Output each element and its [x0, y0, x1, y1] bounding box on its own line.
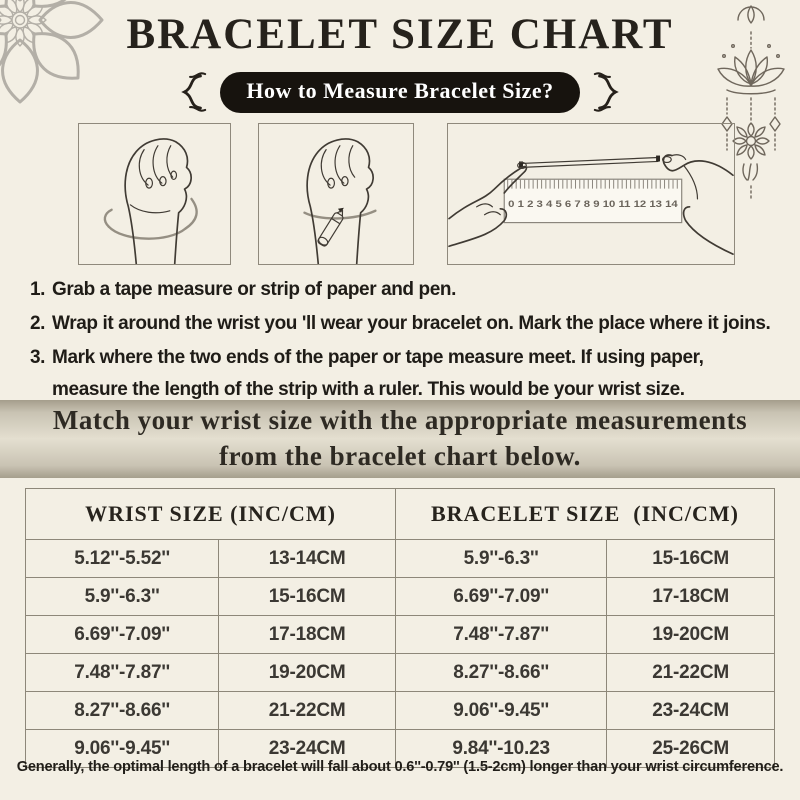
step-1 [30, 274, 772, 306]
bracelet-inches: 8.27''-8.66'' [395, 654, 606, 692]
badge-row [0, 69, 800, 115]
step-3 [30, 342, 772, 406]
step-text: Mark where the two ends of the paper or tape measure meet. If using paper, measure the length of the strip with a ruler. This would be your wrist size. [52, 346, 704, 400]
bracelet-inches: 9.06''-9.45'' [395, 692, 606, 730]
wrist-inches: 7.48''-7.87'' [26, 654, 219, 692]
wrist-inches: 6.69''-7.09'' [26, 616, 219, 654]
ruler-numbers: 0 1 2 3 4 5 6 7 8 9 10 11 12 13 14 [508, 198, 679, 209]
measure-steps [30, 274, 772, 408]
match-size-banner [0, 400, 800, 478]
table-row [26, 654, 775, 692]
wrist-size-header: WRIST SIZE (INC/CM) [26, 489, 396, 540]
step-number: 3. [30, 346, 46, 368]
hands-with-ruler-icon [448, 124, 734, 264]
size-chart-table [25, 488, 775, 768]
bracelet-cm: 17-18CM [607, 578, 775, 616]
wrist-inches: 5.9''-6.3'' [26, 578, 219, 616]
wrist-cm: 13-14CM [219, 540, 396, 578]
table-row [26, 578, 775, 616]
wrist-cm: 23-24CM [219, 730, 396, 768]
bracelet-cm: 19-20CM [607, 616, 775, 654]
illustration-measure-ruler [447, 123, 735, 265]
wrist-inches: 5.12''-5.52'' [26, 540, 219, 578]
step-number: 2. [30, 312, 46, 334]
wrist-inches: 8.27''-8.66'' [26, 692, 219, 730]
bracelet-cm: 25-26CM [607, 730, 775, 768]
bracelet-size-header: BRACELET SIZE (INC/CM) [395, 489, 774, 540]
section-badge: How to Measure Bracelet Size? [220, 72, 579, 113]
bracelet-inches: 6.69''-7.09'' [395, 578, 606, 616]
bracelet-cm: 23-24CM [607, 692, 775, 730]
flourish-right-icon [592, 69, 626, 115]
step-text: Wrap it around the wrist you 'll wear your bracelet on. Mark the place where it joins. [52, 312, 771, 334]
step-2 [30, 308, 772, 340]
illustration-mark-pen [258, 123, 414, 265]
wrist-cm: 15-16CM [219, 578, 396, 616]
step-text: Grab a tape measure or strip of paper and pen. [52, 279, 456, 300]
flourish-left-icon [174, 69, 208, 115]
hand-with-tape-icon [79, 124, 230, 264]
table-row [26, 692, 775, 730]
banner-line-2: from the bracelet chart below. [219, 441, 581, 471]
banner-line-1: Match your wrist size with the appropriate measurements [52, 405, 748, 436]
hand-with-pen-icon [259, 124, 413, 264]
bracelet-inches: 5.9''-6.3'' [395, 540, 606, 578]
table-row [26, 616, 775, 654]
wrist-cm: 21-22CM [219, 692, 396, 730]
bracelet-inches: 9.84''-10.23 [395, 730, 606, 768]
wrist-inches: 9.06''-9.45'' [26, 730, 219, 768]
bracelet-cm: 21-22CM [607, 654, 775, 692]
wrist-cm: 17-18CM [219, 616, 396, 654]
step-number: 1. [30, 279, 46, 300]
footer-note: Generally, the optimal length of a bracelet will fall about 0.6''-0.79'' (1.5-2cm) longer than your wrist circumference. [16, 759, 784, 775]
wrist-cm: 19-20CM [219, 654, 396, 692]
page-title: BRACELET SIZE CHART [126, 11, 674, 58]
bracelet-inches: 7.48''-7.87'' [395, 616, 606, 654]
table-header-row [26, 489, 775, 540]
table-row [26, 540, 775, 578]
bracelet-cm: 15-16CM [607, 540, 775, 578]
illustration-wrap-tape [78, 123, 231, 265]
